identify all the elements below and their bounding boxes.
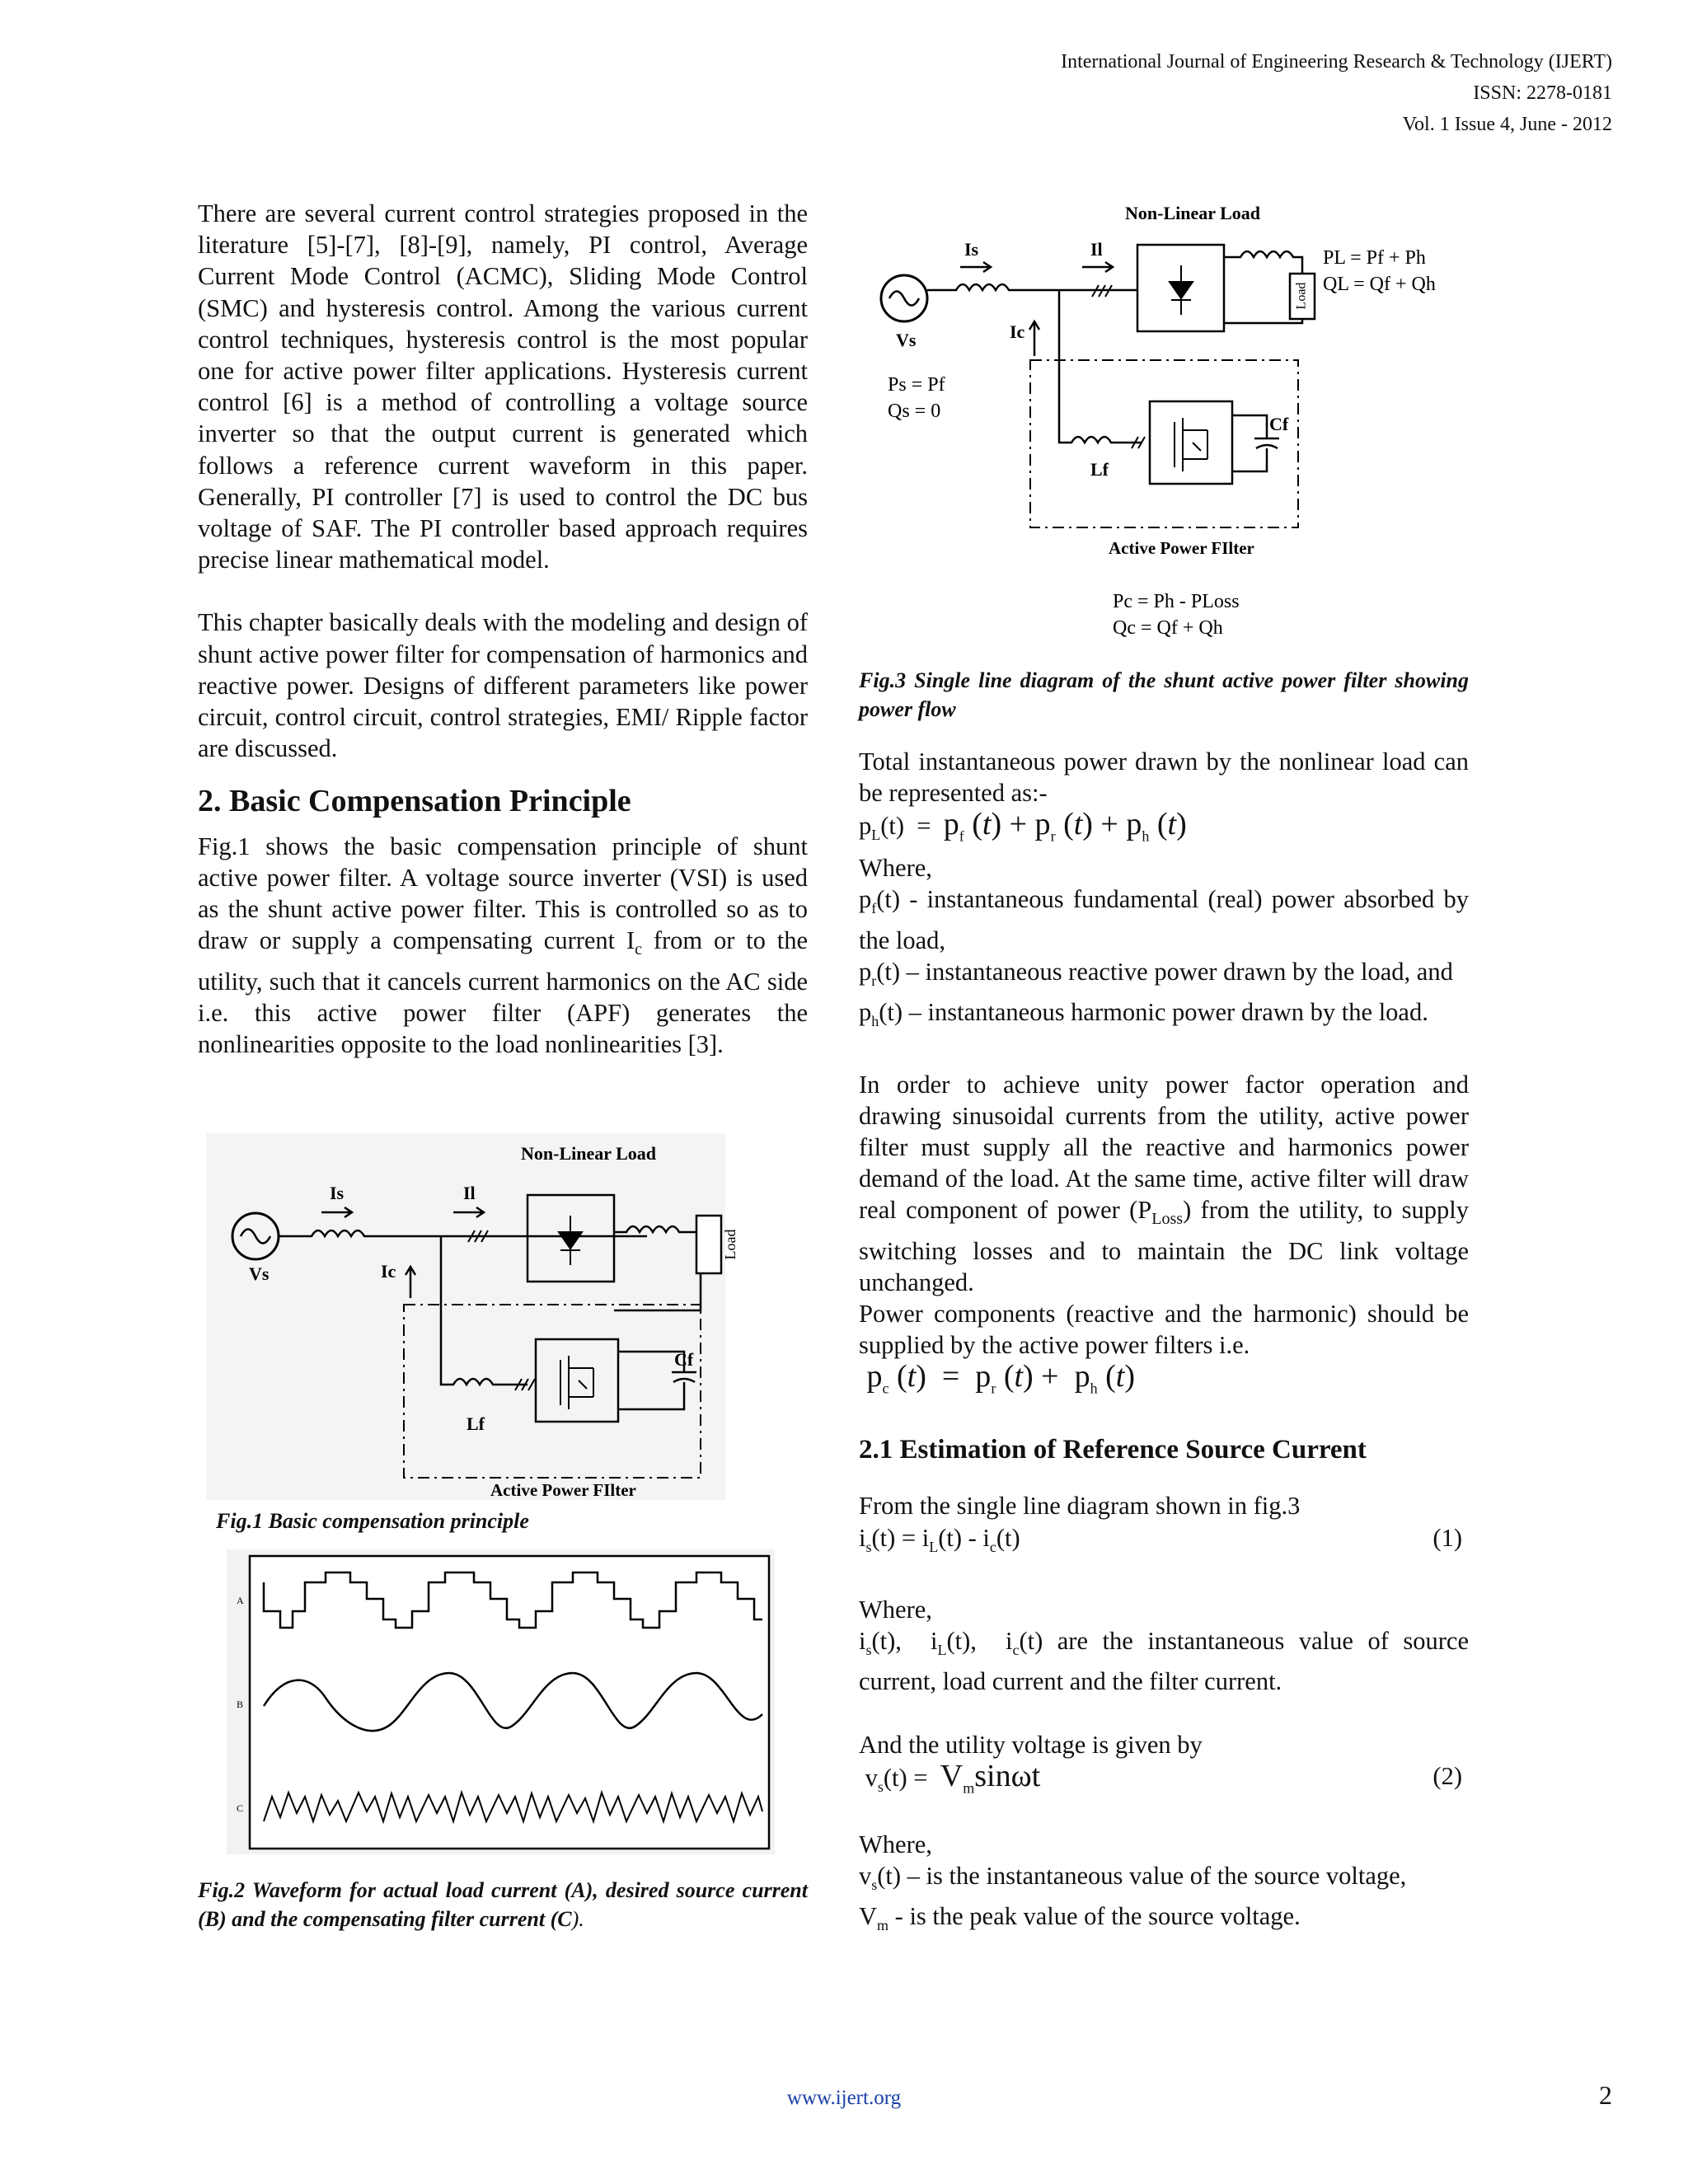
pr-definition: $p_r(t)$ – instantaneous reactive power drawn by the load, and bbox=[859, 957, 1453, 989]
vs-definition: $v_s(t)$ – is the instantaneous value of the source voltage, bbox=[859, 1861, 1407, 1893]
paragraph: $i_s(t)$, $i_L(t)$, $i_c(t)$ are the instantaneous value of source current, load current and the filter current. bbox=[859, 1627, 1470, 1696]
load-box bbox=[696, 1216, 721, 1273]
qc-equation: Qc = Qf + Qh bbox=[1113, 617, 1223, 639]
lf-label: Lf bbox=[1090, 459, 1109, 480]
left-column bbox=[198, 198, 808, 1060]
ic-label: Ic bbox=[381, 1261, 396, 1282]
vs-label: Vs bbox=[896, 330, 917, 350]
issn: ISSN: 2278-0181 bbox=[1473, 82, 1612, 104]
inverter-box bbox=[1150, 401, 1232, 484]
paragraph: Fig.1 shows the basic compensation principle of shunt active power filter. A voltage source inverter (VSI) is used as the shunt active power filter. This is controlled so as to draw or supply a compensating current $I_c$ from or to the utility, such that it cancels current harmonics on the AC side i.e. this active power filter (APF) generates the nonlinearities opposite to the load nonlinearities [3]. bbox=[198, 832, 808, 1058]
ic-label: Ic bbox=[1010, 321, 1025, 342]
fig3-circuit-diagram bbox=[870, 199, 1463, 649]
paragraph: From the single line diagram shown in fig.3 bbox=[859, 1492, 1301, 1521]
equation-2: $v_s(t) = V_m\sin\omega t$ (2) bbox=[859, 1758, 1462, 1797]
ql-equation: QL = Qf + Qh bbox=[1323, 274, 1436, 295]
is-label: Is bbox=[330, 1183, 345, 1203]
ph-definition: $p_h(t)$ – instantaneous harmonic power drawn by the load. bbox=[859, 998, 1428, 1030]
where-label: Where, bbox=[859, 1830, 932, 1858]
apf-label: Active Power FIlter bbox=[1109, 538, 1254, 558]
fig1-caption: Fig.1 Basic compensation principle bbox=[216, 1509, 529, 1533]
fig2-caption: Fig.2 Waveform for actual load current (A), desired source current (B) and the compensating filter current (C). bbox=[198, 1878, 808, 1931]
fig1-title: Non-Linear Load bbox=[521, 1143, 657, 1164]
trace-b-label: B bbox=[237, 1699, 244, 1710]
vm-definition: $V_m$ - is the peak value of the source voltage. bbox=[859, 1902, 1301, 1934]
journal-name: International Journal of Engineering Research & Technology (IJERT) bbox=[1061, 51, 1612, 73]
il-label: Il bbox=[1090, 239, 1103, 260]
footer-url[interactable]: www.ijert.org bbox=[786, 2087, 902, 2109]
il-label: Il bbox=[463, 1183, 476, 1203]
ps-equation: Ps = Pf bbox=[888, 374, 945, 396]
pl-equation: $p_L(t) = p_f$ $(t) + p_r$ $(t) + p_h$ (t) bbox=[859, 807, 1187, 845]
right-column bbox=[859, 746, 1469, 1941]
vs-label: Vs bbox=[249, 1263, 270, 1284]
paragraph: And the utility voltage is given by bbox=[859, 1730, 1203, 1759]
trace-a-label: A bbox=[237, 1595, 244, 1606]
cf-label: Cf bbox=[1269, 414, 1289, 434]
fig1-circuit-diagram bbox=[206, 1133, 738, 1500]
paragraph: There are several current control strategies proposed in the literature [5]-[7], [8]-[9], namely, PI control, Average Current Mode Control (ACMC), Sliding Mode Control (SMC) and hysteresis control. Among the various current control techniques, hysteresis control is the most popular one for active power filter applications. Hysteresis current control [6] is a method of controlling a voltage source inverter so that the output current is generated which follows a reference current waveform in this paper. Generally, PI controller [7] is used to control the DC bus voltage of SAF. The PI controller based approach requires precise linear mathematical model. bbox=[198, 199, 808, 574]
fig3-caption: Fig.3 Single line diagram of the shunt active power filter showing power flow bbox=[859, 668, 1469, 721]
pf-definition: $p_f(t)$ - instantaneous fundamental (real) power absorbed by the load, bbox=[859, 885, 1469, 954]
load-label: Load bbox=[1294, 282, 1309, 310]
section-heading: 2. Basic Compensation Principle bbox=[198, 784, 631, 819]
pc-equation: $p_c$ $(t) = p_r$ $(t) + p_h$ (t) bbox=[859, 1359, 1135, 1398]
qs-equation: Qs = 0 bbox=[888, 401, 941, 422]
paragraph: Power components (reactive and the harmonic) should be supplied by the active power filters i.e. bbox=[859, 1300, 1469, 1360]
load-label: Load bbox=[722, 1229, 738, 1260]
is-label: Is bbox=[964, 239, 979, 260]
paragraph: Total instantaneous power drawn by the nonlinear load can be represented as:- bbox=[859, 748, 1469, 808]
cf-label: Cf bbox=[674, 1349, 694, 1370]
fig3-title: Non-Linear Load bbox=[1125, 203, 1261, 223]
paragraph: This chapter basically deals with the modeling and design of shunt active power filter for compensation of harmonics and reactive power. Designs of different parameters like power circuit, control circuit, control strategies, EMI/ Ripple factor are discussed. bbox=[198, 608, 808, 763]
journal-header bbox=[1061, 46, 1612, 140]
apf-box bbox=[1030, 360, 1298, 527]
page-number: 2 bbox=[1599, 2080, 1612, 2110]
where-label: Where, bbox=[859, 1595, 932, 1624]
where-label: Where, bbox=[859, 854, 932, 883]
paragraph: In order to achieve unity power factor operation and drawing sinusoidal currents from the utility, active power filter must supply all the reactive and harmonics power demand of the load. At the same time, active filter will draw real component of power $(P_{Loss})$ from the utility, to supply switching losses and to maintain the DC link voltage unchanged. bbox=[859, 1070, 1469, 1296]
lf-label: Lf bbox=[467, 1413, 485, 1434]
pl-equation: PL = Pf + Ph bbox=[1323, 247, 1426, 269]
trace-c-label: C bbox=[237, 1802, 244, 1814]
pc-equation: Pc = Ph - PLoss bbox=[1113, 591, 1240, 612]
subsection-heading: 2.1 Estimation of Reference Source Current bbox=[859, 1435, 1367, 1465]
volume-issue: Vol. 1 Issue 4, June - 2012 bbox=[1402, 114, 1612, 135]
equation-1: $i_s(t) = i_L(t) - i_c(t)$ (1) bbox=[859, 1523, 1462, 1555]
apf-label: Active Power FIlter bbox=[490, 1480, 636, 1500]
fig2-waveforms bbox=[227, 1549, 775, 1854]
